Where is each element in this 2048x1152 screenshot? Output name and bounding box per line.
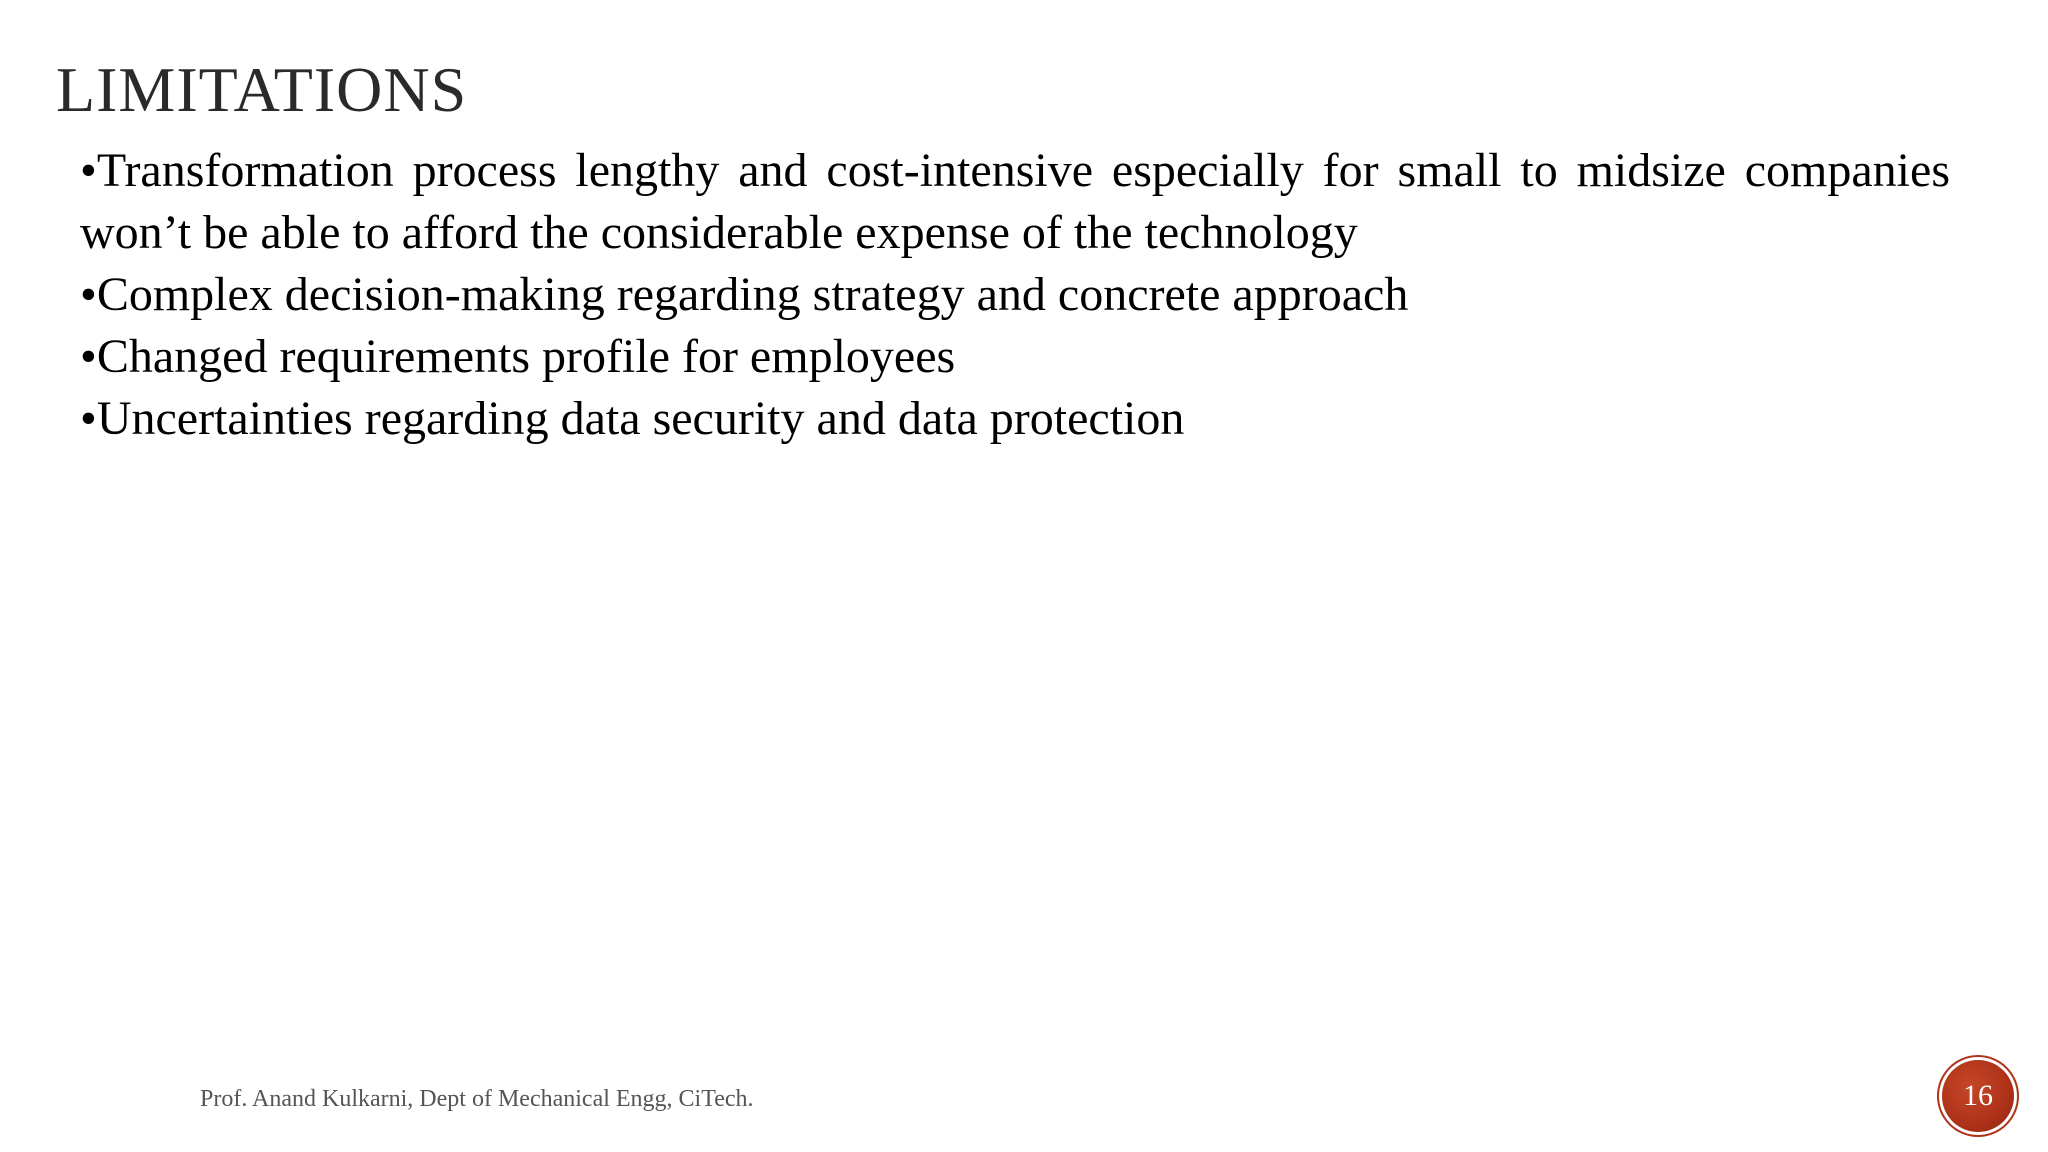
bullet-item — [80, 264, 1950, 326]
slide-title: LIMITATIONS — [56, 54, 468, 125]
bullet-item — [80, 140, 1950, 264]
bullet-text: Complex decision-making regarding strategy and concrete approach — [96, 268, 1409, 321]
footer-author: Prof. Anand Kulkarni, Dept of Mechanical Engg, CiTech. — [200, 1086, 754, 1112]
page-number: 16 — [1963, 1079, 1993, 1112]
bullet-marker: • — [80, 268, 97, 321]
bullet-list — [80, 140, 1950, 450]
bullet-item — [80, 326, 1950, 388]
bullet-text: Uncertainties regarding data security and data protection — [96, 392, 1185, 445]
bullet-marker: • — [80, 144, 97, 197]
bullet-text: Changed requirements profile for employees — [96, 330, 956, 383]
bullet-marker: • — [80, 392, 97, 445]
page-number-badge — [1942, 1060, 2014, 1132]
bullet-item — [80, 388, 1950, 450]
bullet-marker: • — [80, 330, 97, 383]
bullet-text: Transformation process lengthy and cost-intensive especially for small to midsize companies won’t be able to afford the considerable expense of the technology — [80, 144, 1950, 259]
